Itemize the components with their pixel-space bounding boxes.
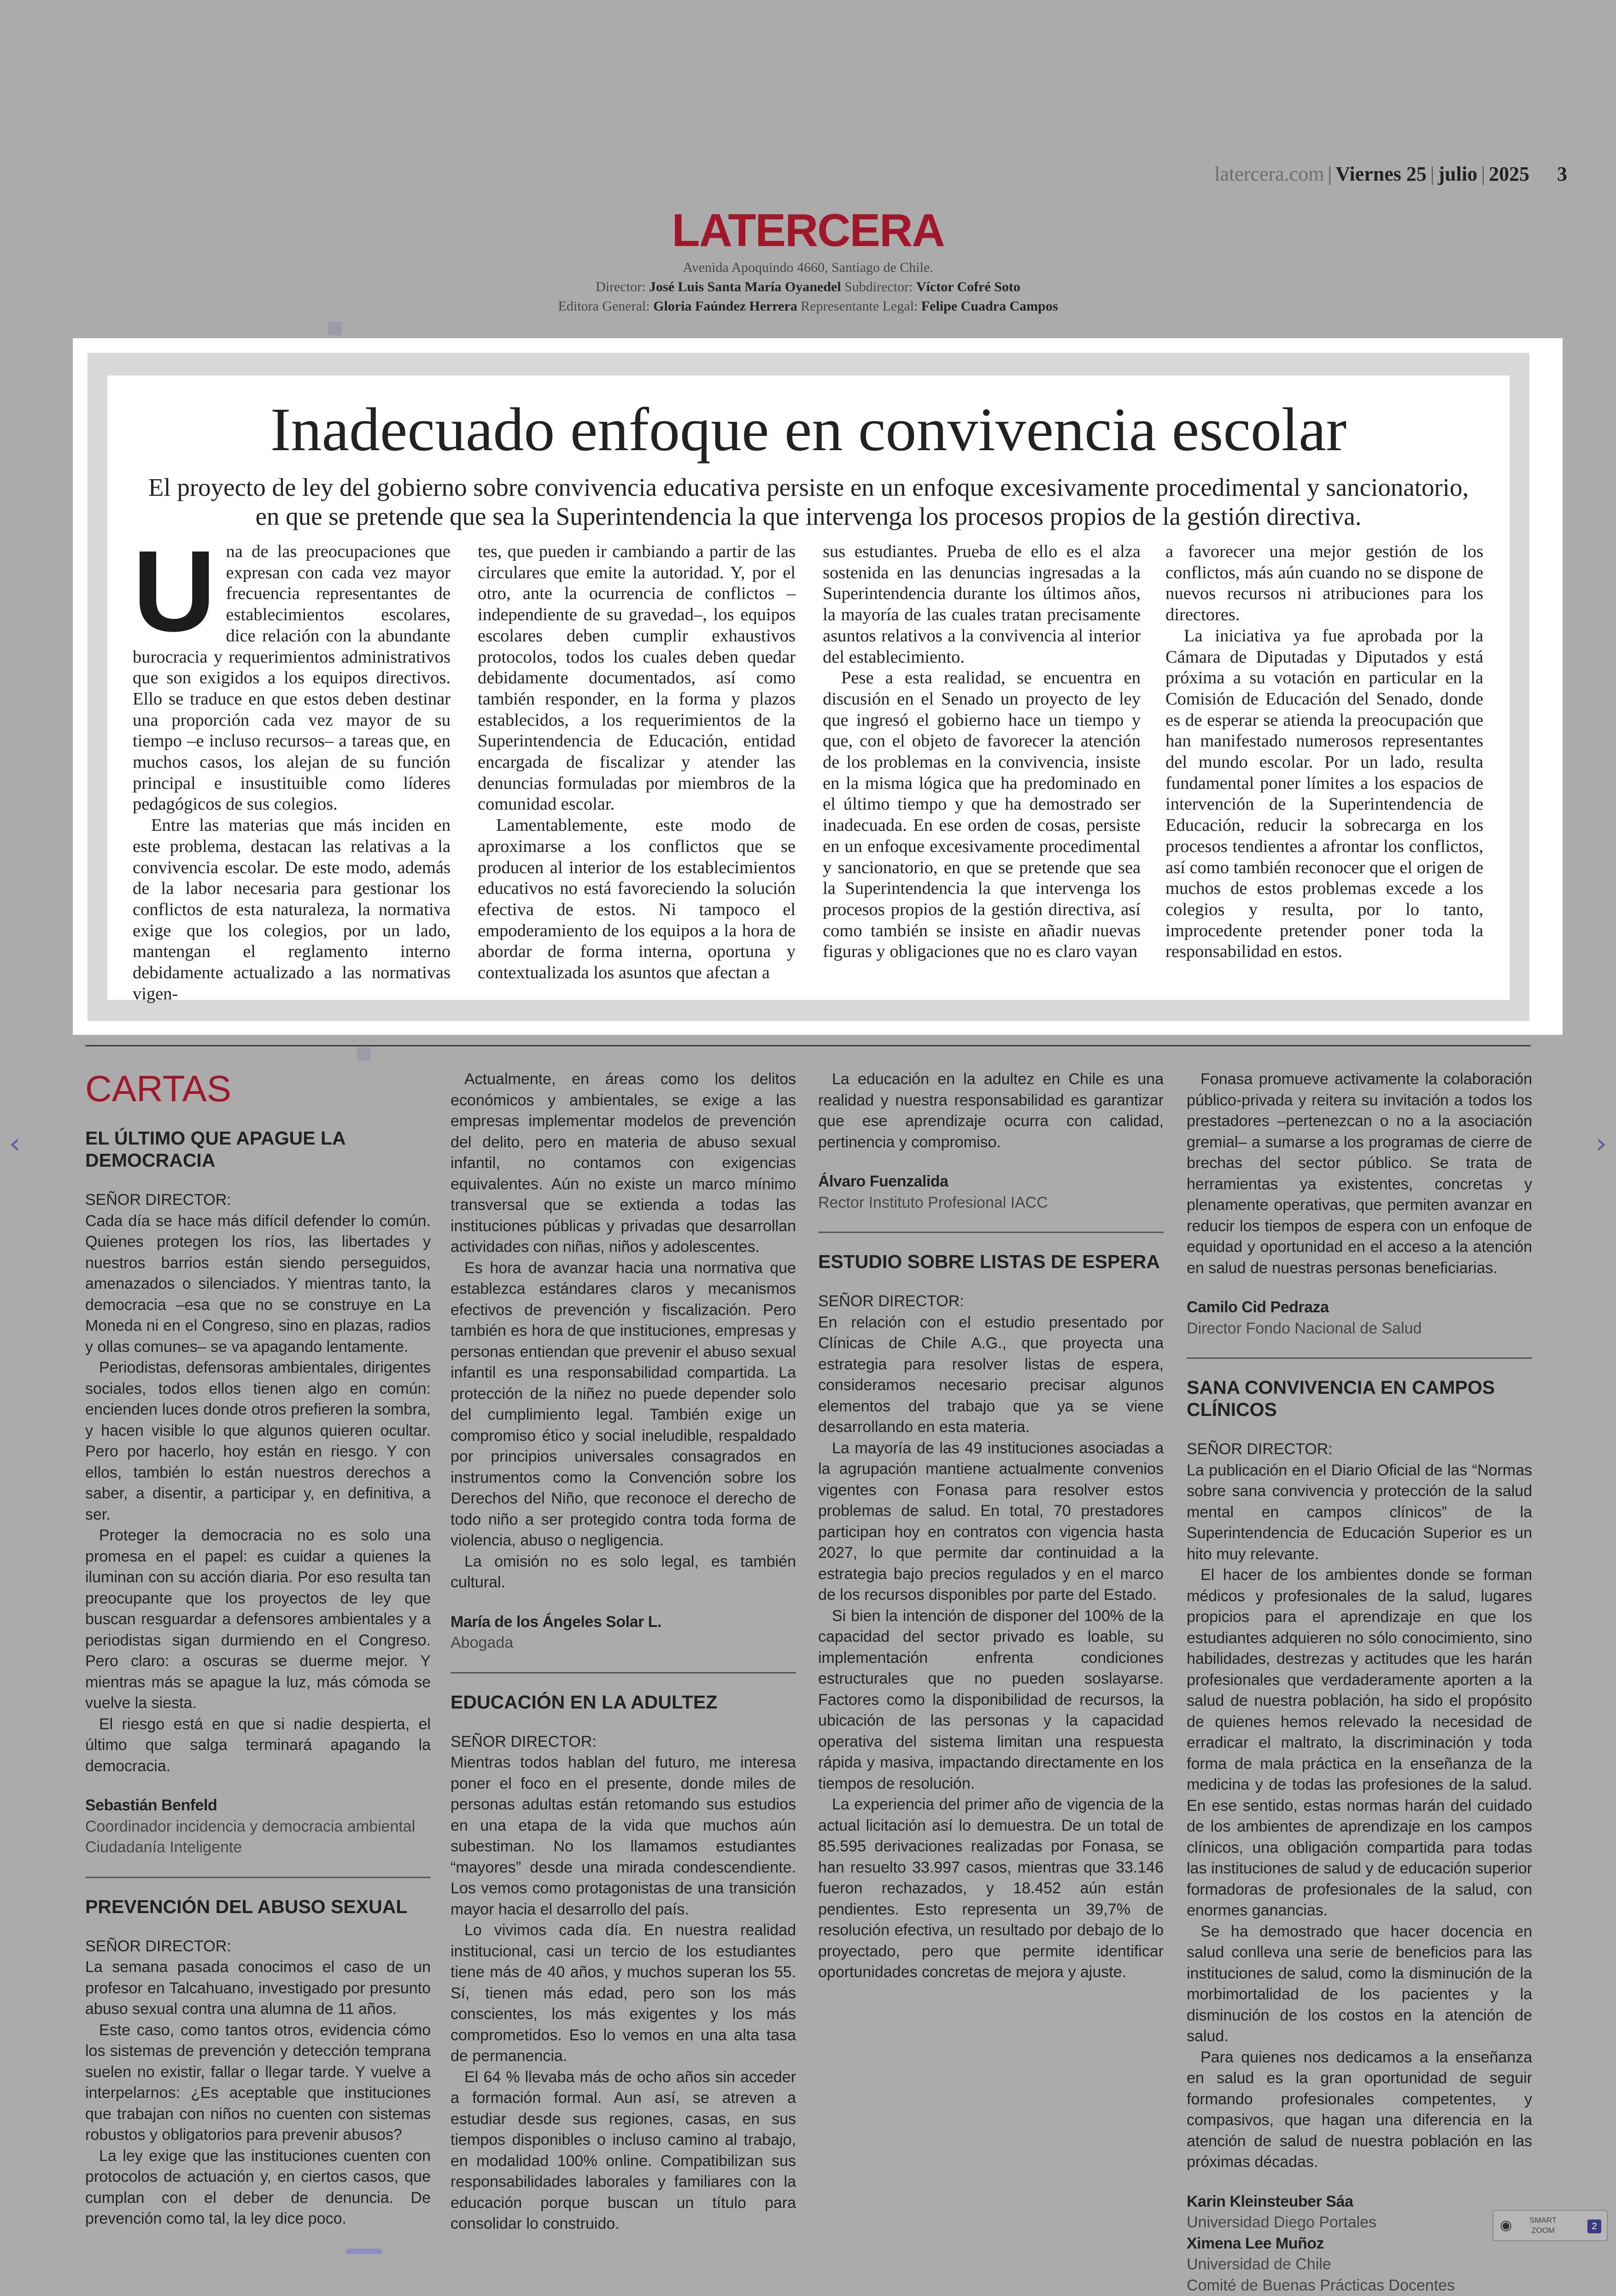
previous-page-icon[interactable]: ‹ xyxy=(9,1130,20,1157)
page-number: 3 xyxy=(1557,163,1567,185)
editorial-column-4 xyxy=(1165,541,1483,963)
editorial-paragraph: Entre las materias que más inciden en este problema, destacan las relativas a la convivencia escolar. De este modo, además de la labor necesaria para gestionar los conflictos de esta naturaleza, la normativa exige que los colegios, por un lado, mantengan el reglamento interno debidamente actualizado a las normativas vigen- xyxy=(133,815,451,1004)
letter-affiliation: Comité de Buenas Prácticas Docentes xyxy=(1187,2275,1532,2296)
zoom-badge: 2 xyxy=(1587,2220,1601,2233)
editorial-paragraph: na de las preocupaciones que expresan con cada vez mayor frecuencia representantes de establecimientos escolares, dice relación con la abundante burocracia y requerimientos administrativos que son exigidos a los equipos directivos. Ello se traduce en que estos deben destinar una proporción cada vez mayor de su tiempo –e incluso recursos– a tareas que, en muchos casos, los alejan de su función principal e insustituible como líderes pedagógicos de sus colegios. xyxy=(133,541,451,815)
legal-label: Representante Legal: xyxy=(801,299,918,314)
smart-zoom-label xyxy=(1529,2215,1557,2236)
editor-label: Editora General: xyxy=(558,299,650,314)
editorial-column-1 xyxy=(133,541,451,1004)
editorial-paragraph: La iniciativa ya fue aprobada por la Cámara de Diputadas y Diputados y está próxima a su votación en particular en la Comisión de Educación del Senado, donde es de esperar se atienda la preocupación que han manifestado numerosos representantes del mundo escolar. Por un lado, resulta fundamental poner límites a los espacios de intervención de la Superintendencia de Educación, reducir la sobrecarga en los procesos tendientes a afrontar los conflictos, así como también reconocer que el origen de muchos de estos problemas excede a los colegios y resulta, por lo tanto, improcedente pretender poner toda la responsabilidad en estos. xyxy=(1165,626,1483,963)
smart-zoom-label-line2: ZOOM xyxy=(1531,2226,1555,2235)
letter-paragraph: La publicación en el Diario Oficial de las “Normas sobre sana convivencia y protección de la salud mental en campos clínicos” de la Superintendencia de Educación Superior es un hito muy relevante. xyxy=(1187,1460,1532,1565)
letter-paragraph: Periodistas, defensoras ambientales, dirigentes sociales, todos ellos tienen algo en común: encienden luces donde otros prefieren la sombra, y hacen visible lo que algunos quieren ocultar. Pero por hacerlo, hoy están en riesgo. Y con ellos, también lo están nuestros derechos a saber, a disentir, a participar y, en definitiva, a ser. xyxy=(85,1357,431,1525)
editorial-paragraph: sus estudiantes. Prueba de ello es el alza sostenida en las denuncias ingresadas a la Superintendencia durante los últimos años, la mayoría de las cuales tratan precisamente asuntos relativos a la convivencia al interior del establecimiento. xyxy=(823,541,1141,668)
subdirector-name: Víctor Cofré Soto xyxy=(916,279,1020,294)
masthead-address: Avenida Apoquindo 4660, Santiago de Chile. xyxy=(0,260,1616,276)
letter-signature: Camilo Cid Pedraza xyxy=(1187,1297,1532,1318)
letters-column-1 xyxy=(85,1127,431,2230)
letter-paragraph: La mayoría de las 49 instituciones asociadas a la agrupación mantiene actualmente convenios vigentes con Fonasa para resolver estos problemas de salud. En total, 70 prestadores participan hoy en contratos con vigencia hasta 2027, lo que permite dar continuidad a la estrategia bajo precios regulados y en el marco de los recursos disponibles por parte del Estado. xyxy=(818,1438,1164,1606)
letter-divider xyxy=(85,1877,431,1878)
editorial-column-2 xyxy=(478,541,796,984)
smart-zoom-button[interactable] xyxy=(1493,2210,1608,2241)
eye-icon: ◉ xyxy=(1500,2217,1512,2233)
letter-signature: Álvaro Fuenzalida xyxy=(818,1171,1164,1192)
letter-affiliation: Rector Instituto Profesional IACC xyxy=(818,1192,1164,1214)
editorial-paragraph: tes, que pueden ir cambiando a partir de las circulares que emite la autoridad. Y, por el otro, ante la ocurrencia de conflictos –independiente de su gravedad–, los equipos escolares deben cumplir exhaustivos protocolos, todos los cuales deben quedar debidamente documentados, así como también responder, en la forma y plazos establecidos, a los requerimientos de la Superintendencia de Educación, entidad encargada de fiscalizar y atender las denuncias formuladas por miembros de la comunidad escolar. xyxy=(478,541,796,815)
letter-affiliation: Coordinador incidencia y democracia ambiental xyxy=(85,1816,431,1838)
letters-column-4 xyxy=(1187,1069,1532,2296)
letters-column-3 xyxy=(818,1069,1164,1983)
letter-salutation: SEÑOR DIRECTOR: xyxy=(451,1732,796,1753)
letter-paragraph: En relación con el estudio presentado por Clínicas de Chile A.G., que proyecta una estrategia para resolver listas de espera, consideramos necesario precisar algunos elementos del trabajo que ya se viene desarrollando en esta materia. xyxy=(818,1312,1164,1438)
next-page-icon[interactable]: › xyxy=(1596,1130,1607,1157)
letter-salutation: SEÑOR DIRECTOR: xyxy=(818,1291,1164,1312)
masthead-credits xyxy=(0,277,1616,316)
letter-paragraph: La educación en la adultez en Chile es una realidad y nuestra responsabilidad es garantizar que ese aprendizaje ocurra con calidad, pertinencia y compromiso. xyxy=(818,1069,1164,1153)
letter-salutation: SEÑOR DIRECTOR: xyxy=(85,1936,431,1957)
horizontal-scrollbar[interactable] xyxy=(345,2249,382,2254)
letter-paragraph: Si bien la intención de disponer del 100% de la capacidad del sector privado es loable, su implementación enfrenta condiciones estructurales que no pueden soslayarse. Factores como la disponibilidad de recursos, la ubicación de las personas y la capacidad operativa del sistema limitan una respuesta rápida y masiva, impactando directamente en los tiempos de resolución. xyxy=(818,1606,1164,1795)
editorial-subtitle: El proyecto de ley del gobierno sobre convivencia educativa persiste en un enfoque excesivamente procedimental y sancionatorio, en que se pretende que sea la Superintendencia la que intervenga los procesos propios de la gestión directiva. xyxy=(134,473,1483,531)
drop-cap: U xyxy=(133,545,216,642)
header-month: julio xyxy=(1438,163,1478,185)
letter-paragraph: La omisión no es solo legal, es también cultural. xyxy=(451,1551,796,1593)
letter-salutation: SEÑOR DIRECTOR: xyxy=(85,1190,431,1211)
article-marker-icon[interactable] xyxy=(328,322,342,335)
letter-paragraph: Proteger la democracia no es solo una promesa en el papel: es cuidar a quienes la iluminan con su acción diaria. Por eso resulta tan preocupante que los proyectos de ley que buscan resguardar a defensores ambientales y a periodistas sigan durmiendo en el Congreso. Pero claro: a oscuras se duerme mejor. Y mientras más se apague la luz, más cómoda se vuelve la siesta. xyxy=(85,1525,431,1714)
letter-affiliation: Abogada xyxy=(451,1632,796,1654)
letter-divider xyxy=(818,1232,1164,1233)
letter-affiliation: Universidad Diego Portales xyxy=(1187,2212,1532,2233)
letter-signature: María de los Ángeles Solar L. xyxy=(451,1612,796,1633)
letter-title: EDUCACIÓN EN LA ADULTEZ xyxy=(451,1691,796,1713)
letter-title: SANA CONVIVENCIA EN CAMPOS CLÍNICOS xyxy=(1187,1376,1532,1421)
letter-affiliation: Ciudadanía Inteligente xyxy=(85,1837,431,1858)
newspaper-logo: LATERCERA xyxy=(0,207,1616,253)
director-label: Director: xyxy=(596,279,645,294)
letter-paragraph: El 64 % llevaba más de ocho años sin acceder a formación formal. Aun así, se atreven a estudiar desde sus regiones, casas, en sus tiempos disponibles o incluso camino al trabajo, en modalidad 100% online. Compatibilizan sus responsabilidades laborales y familiares con la educación porque buscan un título para consolidar lo construido. xyxy=(451,2067,796,2235)
subdirector-label: Subdirector: xyxy=(844,279,913,294)
letter-paragraph: La ley exige que las instituciones cuenten con protocolos de actuación y, en ciertos casos, que cumplan con el deber de denuncia. De prevención como tal, la ley dice poco. xyxy=(85,2146,431,2230)
editorial-paragraph: Pese a esta realidad, se encuentra en discusión en el Senado un proyecto de ley que ingresó el gobierno hace un tiempo y que, con el objeto de favorecer la atención de los problemas en la convivencia, insiste en la misma lógica que ha predominado en el último tiempo y que ha demostrado ser inadecuada. En ese orden de cosas, persiste en un enfoque excesivamente procedimental y sancionatorio, en que se pretende que sea la Superintendencia la que intervenga los procesos propios de la gestión directiva, así como también se insiste en añadir nuevas figuras y obligaciones que no es claro vayan xyxy=(823,668,1141,963)
legal-name: Felipe Cuadra Campos xyxy=(921,299,1058,314)
letter-affiliation: Universidad de Chile xyxy=(1187,2254,1532,2275)
letter-title: ESTUDIO SOBRE LISTAS DE ESPERA xyxy=(818,1251,1164,1273)
editorial-title: Inadecuado enfoque en convivencia escolar xyxy=(107,393,1510,466)
masthead xyxy=(0,207,1616,316)
cartas-section-title: CARTAS xyxy=(85,1068,231,1110)
letter-signature: Karin Kleinsteuber Sáa xyxy=(1187,2191,1532,2213)
header-day: Viernes 25 xyxy=(1335,163,1427,185)
letter-paragraph: La experiencia del primer año de vigencia de la actual licitación así lo demuestra. De un total de 85.595 derivaciones realizadas por Fonasa, se han resuelto 33.997 casos, mientras que 33.146 fueron rechazados, y 18.452 aún están pendientes. Esto representa un 39,7% de resolución efectiva, un resultado por debajo de lo proyectado, pero que permite identificar oportunidades concretas de mejora y ajuste. xyxy=(818,1794,1164,1983)
letter-paragraph: Mientras todos hablan del futuro, me interesa poner el foco en el presente, donde miles de personas adultas están retomando sus estudios en una etapa de la vida que muchos aún subestiman. No los llamamos estudiantes “mayores” desde una mirada condescendiente. Los vemos como protagonistas de una transición mayor hacia el desarrollo del país. xyxy=(451,1752,796,1920)
editorial-paragraph: a favorecer una mejor gestión de los conflictos, más aún cuando no se dispone de nuevos recursos ni atribuciones para los directores. xyxy=(1165,541,1483,626)
letter-paragraph: Cada día se hace más difícil defender lo común. Quienes protegen los ríos, las libertades y nuestros barrios están siendo perseguidos, amenazados o silenciados. Y mientras tanto, la democracia –esa que no se construye en La Moneda ni en el Congreso, sino en plazas, radios y ollas comunes– se va apagando lentamente. xyxy=(85,1211,431,1358)
letter-signature: Sebastián Benfeld xyxy=(85,1795,431,1816)
director-name: José Luis Santa María Oyanedel xyxy=(649,279,841,294)
letter-paragraph: Se ha demostrado que hacer docencia en salud conlleva una serie de beneficios para las instituciones de salud, como la disminución de la morbimortalidad de los pacientes y la disminución de los costos en la atención de salud. xyxy=(1187,1921,1532,2047)
smart-zoom-label-line1: SMART xyxy=(1529,2216,1557,2225)
site-url: latercera.com xyxy=(1214,163,1324,185)
letter-signature: Ximena Lee Muñoz xyxy=(1187,2233,1532,2255)
letter-paragraph: El riesgo está en que si nadie despierta, el último que salga terminará apagando la democracia. xyxy=(85,1714,431,1777)
letter-paragraph: Este caso, como tantos otros, evidencia cómo los sistemas de prevención y detección temprana suelen no existir, fallar o llegar tarde. Y vuelve a interpelarnos: ¿Es aceptable que instituciones que trabajan con niños no cuenten con sistemas robustos y obligatorios para prevenir abusos? xyxy=(85,2020,431,2146)
letter-title: EL ÚLTIMO QUE APAGUE LA DEMOCRACIA xyxy=(85,1127,431,1171)
editorial-paragraph: Lamentablemente, este modo de aproximarse a los conflictos que se producen al interior de los establecimientos educativos no está favoreciendo la solución efectiva de estos. Ni tampoco el empoderamiento de los equipos a la hora de abordar de forma interna, oportuna y contextualizada los asuntos que afectan a xyxy=(478,815,796,984)
letter-divider xyxy=(451,1672,796,1674)
letter-paragraph: La semana pasada conocimos el caso de un profesor en Talcahuano, investigado por presunto abuso sexual contra una alumna de 11 años. xyxy=(85,1957,431,2020)
article-marker-icon[interactable] xyxy=(357,1047,371,1061)
letter-paragraph: Fonasa promueve activamente la colaboración público-privada y reitera su invitación a todos los prestadores –pertenezcan o no a la asociación gremial– a sumarse a los programas de cierre de brechas del sector público. Se trata de herramientas ya existentes, concretas y plenamente operativas, que permiten avanzar en reducir los tiempos de espera con un enfoque de equidad y oportunidad en el acceso a la atención en salud de nuestras personas beneficiarias. xyxy=(1187,1069,1532,1279)
letter-paragraph: Lo vivimos cada día. En nuestra realidad institucional, casi un tercio de los estudiantes tiene más de 40 años, y muchos superan los 55. Sí, tienen más edad, pero son los más conscientes, los más exigentes y los más comprometidos. Eso lo vemos en una alta tasa de permanencia. xyxy=(451,1920,796,2067)
letter-title: PREVENCIÓN DEL ABUSO SEXUAL xyxy=(85,1896,431,1918)
letters-column-2 xyxy=(451,1069,796,2235)
editorial-column-3 xyxy=(823,541,1141,963)
letter-divider xyxy=(1187,1357,1532,1359)
editor-name: Gloria Faúndez Herrera xyxy=(653,299,797,314)
letter-paragraph: Actualmente, en áreas como los delitos económicos y ambientales, se exige a las empresas implementar modelos de prevención del delito, pero en materia de abuso sexual infantil, no contamos con exigencias equivalentes. Aún no existe un marco mínimo transversal que se extienda a todas las instituciones públicas y privadas que desarrollan actividades con niñas, niños y adolescentes. xyxy=(451,1069,796,1258)
page-header: latercera.com | Viernes 25 | julio | 2025 3 xyxy=(1214,162,1567,186)
letter-paragraph: Es hora de avanzar hacia una normativa que establezca estándares claros y mecanismos efectivos de prevención y fiscalización. Pero también es hora de que instituciones, empresas y personas entiendan que prevenir el abuso sexual infantil es una responsabilidad compartida. La protección de la niñez no puede depender solo del cumplimiento legal. También exige un compromiso ético y social ineludible, respaldado por principios universales consagrados en instrumentos como la Convención sobre los Derechos del Niño, que reconoce el derecho de todo niño a ser protegido contra toda forma de violencia, abuso o negligencia. xyxy=(451,1258,796,1551)
letter-affiliation: Director Fondo Nacional de Salud xyxy=(1187,1318,1532,1339)
letter-salutation: SEÑOR DIRECTOR: xyxy=(1187,1439,1532,1460)
letter-paragraph: Para quienes nos dedicamos a la enseñanza en salud es la gran oportunidad de seguir formando profesionales competentes, y compasivos, que hagan una diferencia en la atención de salud de nuestra población en las próximas décadas. xyxy=(1187,2047,1532,2173)
letter-paragraph: El hacer de los ambientes donde se forman médicos y profesionales de la salud, lugares propicios para el aprendizaje en que los estudiantes adquieren no sólo conocimiento, sino habilidades, destrezas y actitudes que les harán profesionales que verdaderamente aporten a la salud de nuestra población, ha sido el propósito de quienes hemos relevado la necesidad de erradicar el maltrato, la discriminación y toda forma de mala práctica en la enseñanza de la medicina y de todas las profesiones de la salud. En ese sentido, estas normas harán del cuidado de los ambientes de aprendizaje en los campos clínicos, una obligación compartida para todas las instituciones de salud y de educación superior formadoras de profesionales de la salud, con enormes ganancias. xyxy=(1187,1565,1532,1921)
header-year: 2025 xyxy=(1489,163,1529,185)
section-divider xyxy=(85,1045,1531,1046)
